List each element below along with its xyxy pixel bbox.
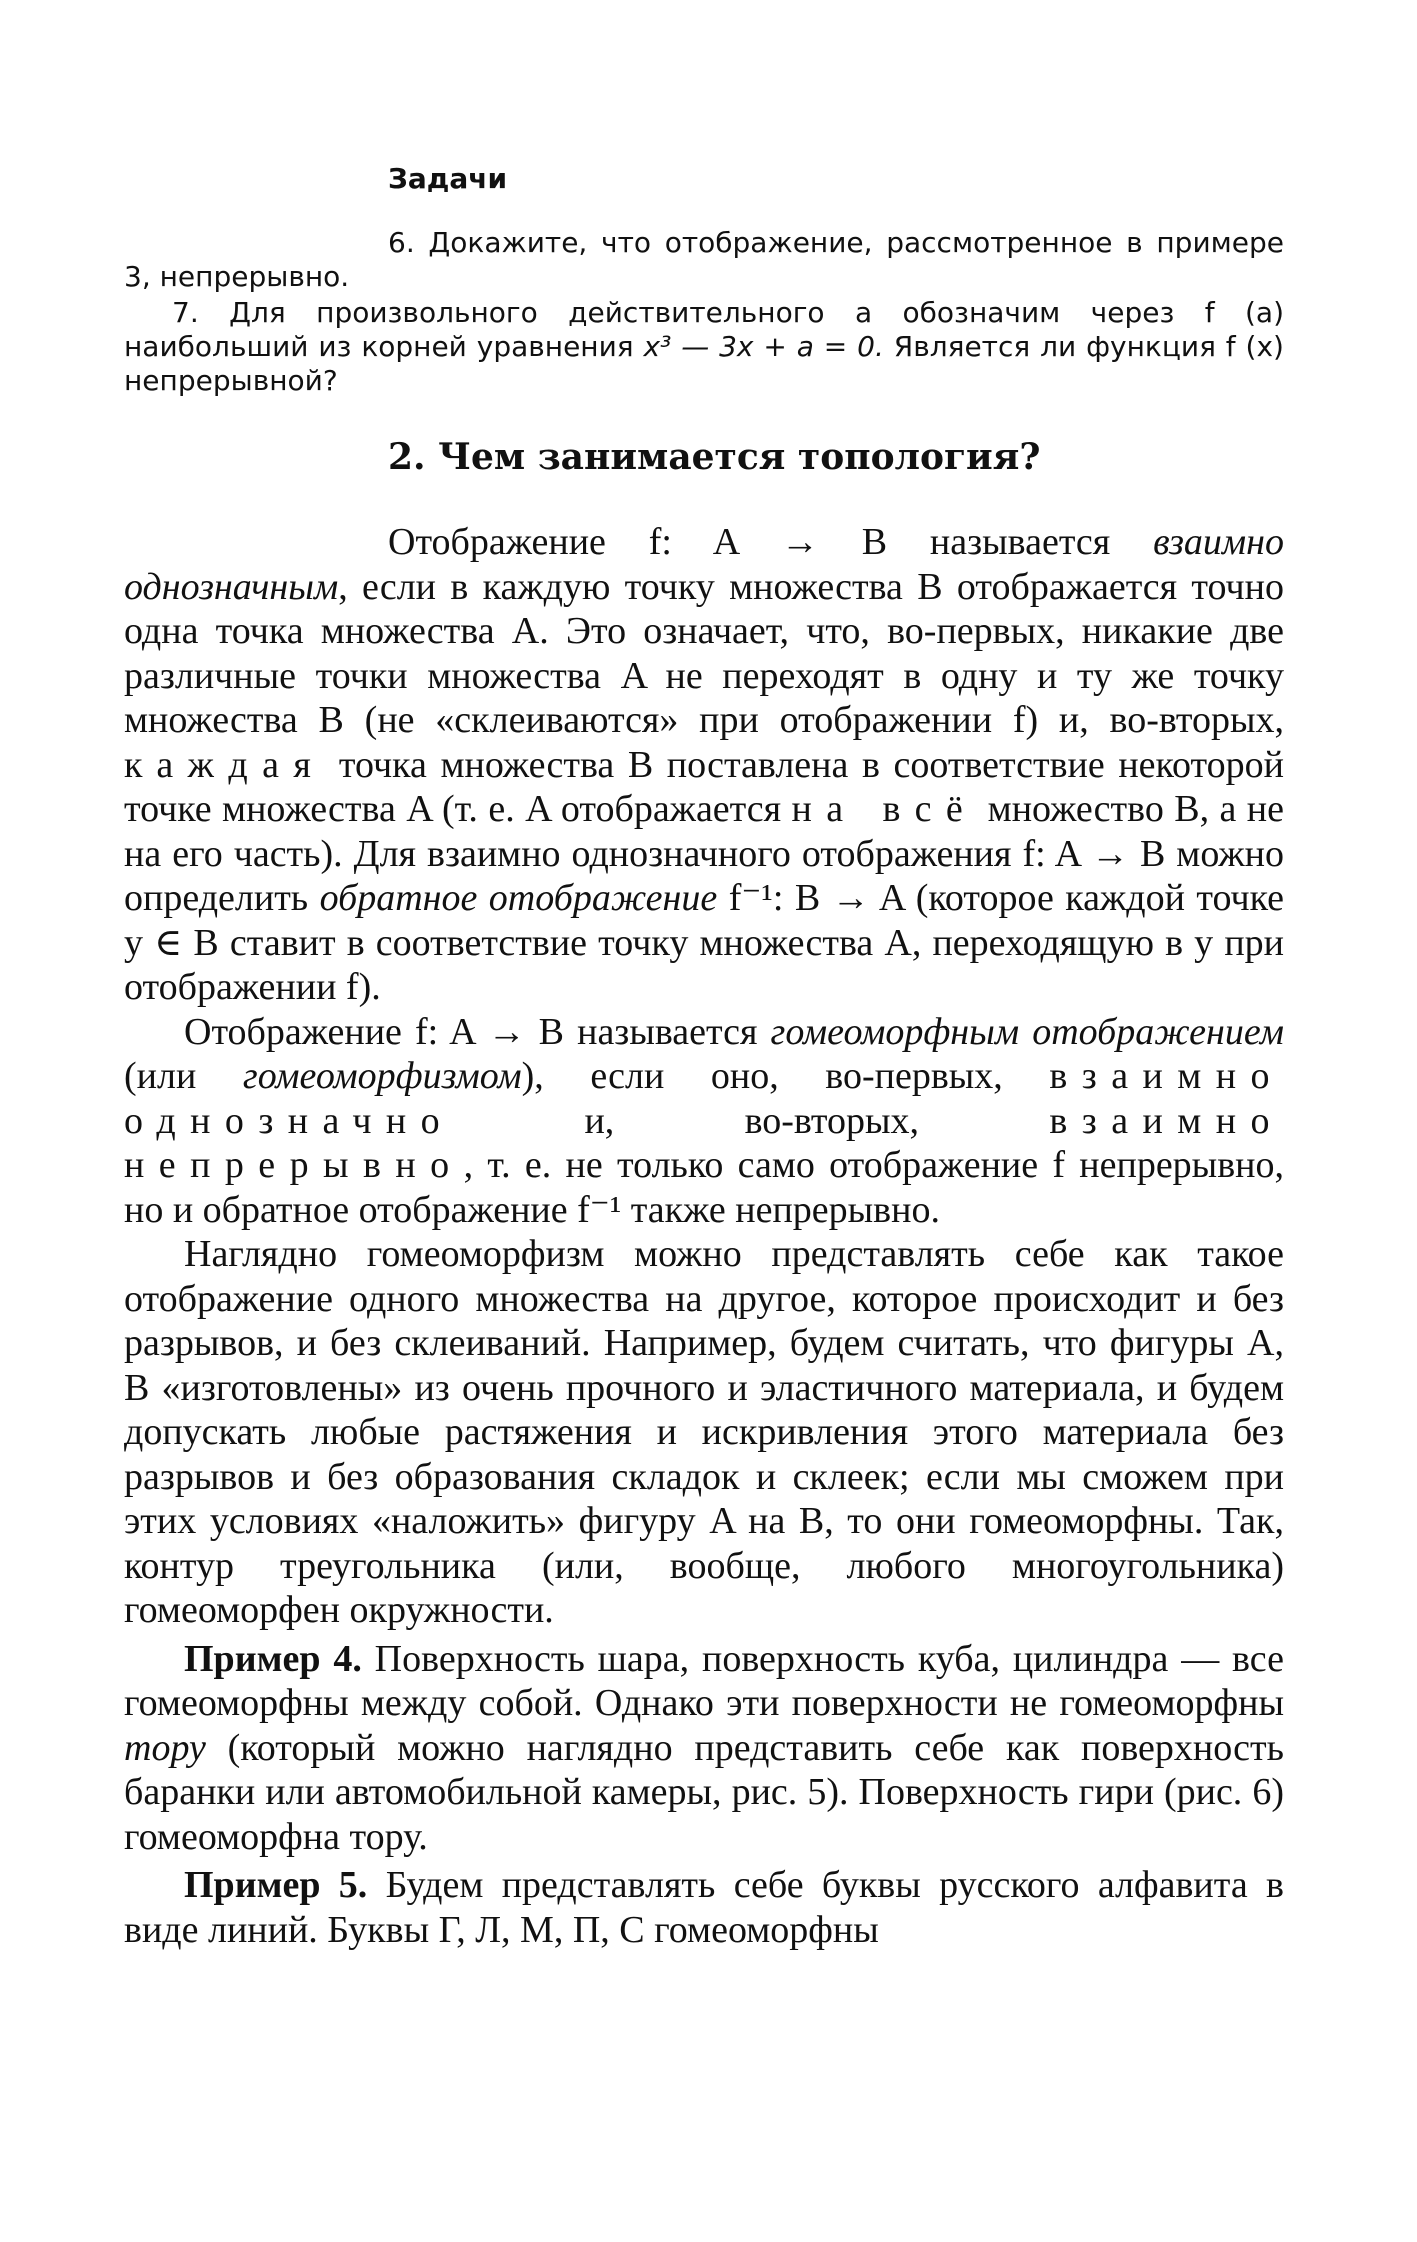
term-homeomorphism: гомеоморфизмом: [242, 1055, 522, 1097]
term-torus: тору: [124, 1726, 206, 1769]
emphasis-bicontinuous: взаимно непрерывно: [124, 1099, 1284, 1186]
task-7-question: Является ли функция f (x) непрерывной?: [124, 330, 1284, 397]
paragraph-example-5: [124, 1863, 1284, 1952]
emphasis-bijective: взаимно однозначно: [124, 1055, 1284, 1142]
text-run: и, во-вторых,: [454, 1099, 1050, 1142]
term-bijective: взаимно однозначным: [124, 521, 1284, 608]
text-run: ), если оно, во-первых,: [521, 1055, 1050, 1097]
emphasis-onto: на всё: [791, 788, 978, 830]
text-run: , если в каждую точку множества B отображается точно одна точка множества A. Это означает, что, во-первых, никакие две различные точки множества A не переходят в одну и ту же точку множества B (не «склеиваются» при отображении f) и, во-вторых,: [124, 565, 1284, 741]
section-title: 2. Чем занимается топология?: [388, 436, 1041, 478]
term-homeomorphic-map: гомеоморфным отображением: [770, 1010, 1284, 1053]
text-run: множество B, а не на его часть). Для взаимно однозначного отображения f: A → B можно определить: [124, 788, 1284, 919]
task-7-equation: x³ — 3x + a = 0.: [643, 330, 884, 363]
paragraph-bijection: [124, 520, 1284, 1010]
task-7-text: 7. Для произвольного действительного a обозначим через f (a) наибольший из корней уравнения: [124, 296, 1284, 363]
task-6: 6. Докажите, что отображение, рассмотренное в примере 3, непрерывно.: [124, 226, 1284, 293]
paragraph-example-4: [124, 1637, 1284, 1860]
text-run: Будем представлять себе буквы русского алфавита в виде линий. Буквы Г, Л, М, П, С гомеоморфны: [124, 1864, 1284, 1951]
text-run: Поверхность шара, поверхность куба, цилиндра — все гомеоморфны между собой. Однако эти поверхности не гомеоморфны: [124, 1637, 1284, 1724]
text-run: Отображение f: A → B называется: [388, 521, 1154, 563]
text-run: Отображение f: A → B называется: [184, 1010, 771, 1053]
text-run: , т. е. не только само отображение f непрерывно, но и обратное отображение f⁻¹ также непрерывно.: [124, 1144, 1284, 1231]
emphasis-each: каждая: [124, 743, 326, 786]
text-run: точка множества B поставлена в соответствие некоторой точке множества A (т. е. A отображается: [124, 743, 1284, 830]
paragraph-intuition: Наглядно гомеоморфизм можно представлять себе как такое отображение одного множества на другое, которое происходит и без разрывов, и без склеиваний. Например, будем считать, что фигуры A, B «изготовлены» из очень прочного и эластичного материала, и будем допускать любые растяжения и искривления этого материала без разрывов и без образования складок и склеек; если мы сможем при этих условиях «наложить» фигуру A на B, то они гомеоморфны. Так, контур треугольника (или, вообще, любого многоугольника) гомеоморфен окружности.: [124, 1233, 1284, 1631]
text-run: (который можно наглядно представить себе как поверхность баранки или автомобильной камеры, рис. 5). Поверхность гири (рис. 6) гомеоморфна тору.: [124, 1726, 1284, 1858]
paragraph-homeomorphism-definition: [124, 1010, 1284, 1233]
main-text: [124, 520, 1284, 1952]
term-inverse-map: обратное отображение: [319, 877, 718, 919]
tasks-heading: Задачи: [388, 162, 508, 195]
text-run: f⁻¹: B → A (которое каждой точке y ∈ B ставит в соответствие точку множества A, переходящую в y при отображении f).: [124, 877, 1285, 1008]
example-4-label: Пример 4.: [184, 1637, 362, 1680]
task-7: [124, 296, 1284, 398]
example-5-label: Пример 5.: [184, 1864, 368, 1906]
text-run: (или: [124, 1055, 243, 1097]
